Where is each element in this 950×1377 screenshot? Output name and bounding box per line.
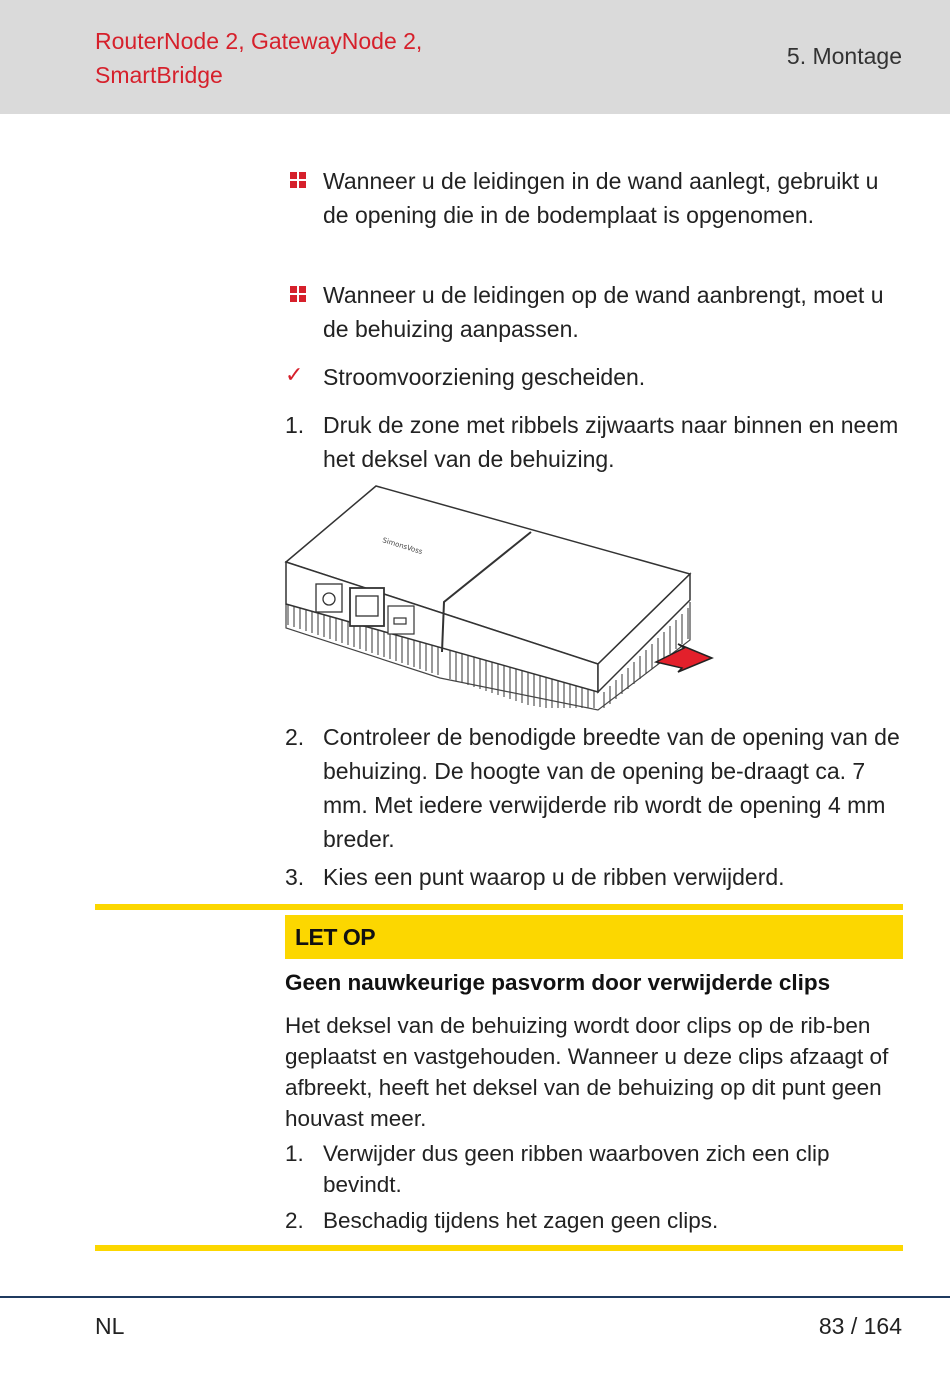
notice-label-bar: [285, 915, 903, 959]
notice-body: Het deksel van de behuizing wordt door clips op de rib-ben geplaatst en vastgehouden. Wanneer u deze clips afzaagt of afbreekt, heeft het deksel van de behuizing op dit punt geen houvast meer.: [285, 1013, 889, 1131]
brand-logo: SimonsVoss: [381, 536, 424, 557]
prerequisite-item: ✓ Stroomvoorziening gescheiden.: [285, 360, 905, 394]
step-number: 2.: [285, 1208, 304, 1233]
footer-rule: [0, 1296, 950, 1298]
notice-top-rule: [95, 904, 903, 910]
notice-label: LET OP: [295, 924, 376, 950]
step-item: [285, 860, 905, 894]
notice-step-item: [285, 1205, 905, 1236]
step-number: 2.: [285, 724, 305, 750]
chapter-title: 5. Montage: [786, 43, 902, 69]
housing-illustration: [280, 482, 720, 714]
notice-bottom-rule: [95, 1245, 903, 1251]
step-item: [285, 408, 905, 476]
step-number: 1.: [285, 1141, 304, 1166]
list-item: [285, 278, 905, 346]
step-text: Controleer de benodigde breedte van de opening van de behuizing. De hoogte van de opening be-draagt ca. 7 mm. Met iedere verwijderde rib wordt de opening 4 mm breder.: [323, 724, 900, 852]
step-text: Kies een punt waarop u de ribben verwijderd.: [323, 864, 785, 890]
step-item: [285, 720, 905, 856]
notice-heading: Geen nauwkeurige pasvorm door verwijderde clips: [285, 970, 831, 995]
step-text: Beschadig tijdens het zagen geen clips.: [323, 1208, 719, 1233]
bullet-text: Wanneer u de leidingen op de wand aanbrengt, moet u de behuizing aanpassen.: [323, 282, 884, 342]
page-header: [0, 0, 950, 114]
prerequisite-text: Stroomvoorziening gescheiden.: [323, 364, 646, 390]
bullet-text: Wanneer u de leidingen in de wand aanlegt, gebruikt u de opening die in de bodemplaat is opgenomen.: [323, 168, 879, 228]
step-number: 3.: [285, 864, 305, 890]
step-text: Verwijder dus geen ribben waarboven zich een clip bevindt.: [323, 1141, 830, 1197]
list-item: [285, 164, 905, 232]
step-number: 1.: [285, 412, 305, 438]
page-number: 83 / 164: [818, 1313, 902, 1339]
footer-language: NL: [95, 1313, 125, 1339]
notice-step-item: [285, 1138, 905, 1200]
step-text: Druk de zone met ribbels zijwaarts naar binnen en neem het deksel van de behuizing.: [323, 412, 899, 472]
document-title: RouterNode 2, GatewayNode 2, SmartBridge: [95, 28, 423, 88]
